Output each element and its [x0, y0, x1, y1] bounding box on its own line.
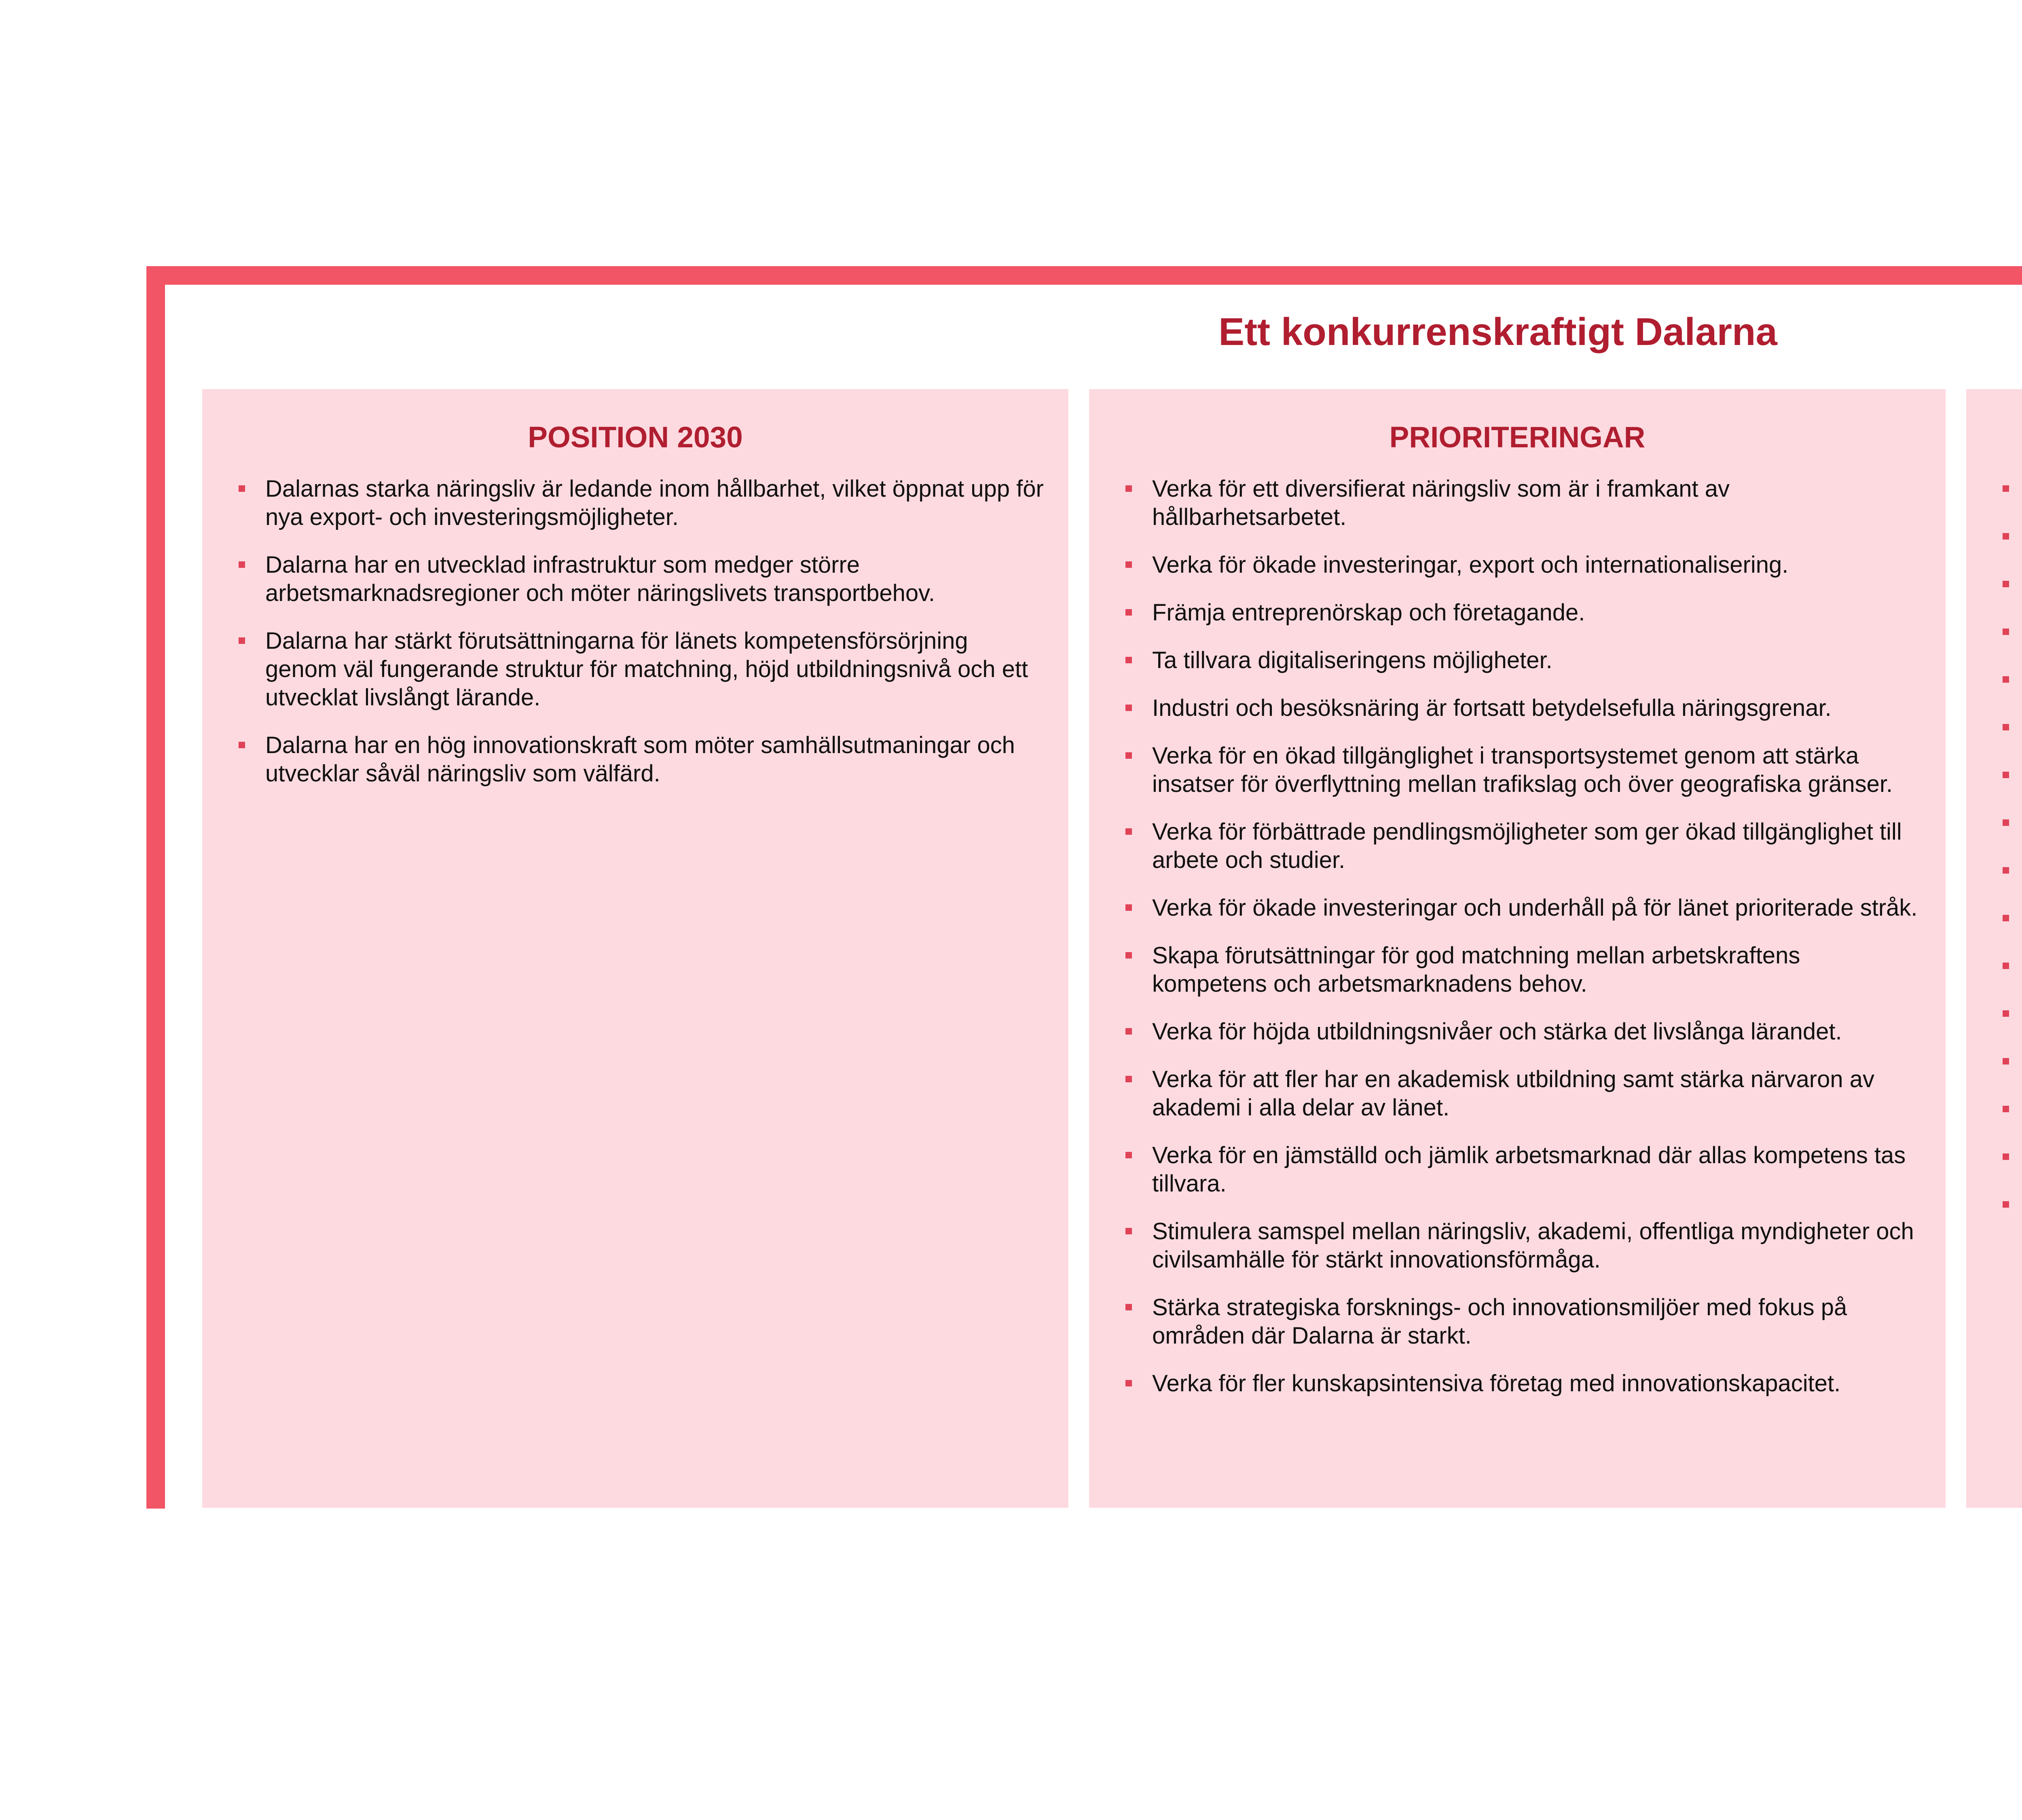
list-item: [1125, 551, 1921, 579]
list-item: [1125, 1217, 1921, 1274]
list-item: [2003, 713, 2022, 742]
list-item: [2003, 666, 2022, 694]
square-bullet-icon: [1125, 657, 1132, 663]
square-bullet-icon: [2003, 963, 2009, 969]
list-item-text: Verka för en ökad tillgänglighet i transportsystemet genom att stärka insatser för överflyttning mellan trafikslag och över geografiska gränser.: [1152, 743, 1893, 797]
square-bullet-icon: [1125, 1076, 1132, 1082]
list-item-text: Verka för ett diversifierat näringsliv som är i framkant av hållbarhetsarbetet.: [1152, 476, 1730, 530]
list-item-text: Ta tillvara digitaliseringens möjligheter.: [1152, 647, 1552, 673]
list-item: [2003, 809, 2022, 837]
list-item: [2003, 952, 2022, 980]
square-bullet-icon: [239, 637, 245, 644]
list-item: [2003, 904, 2022, 933]
list-item: [239, 551, 1044, 607]
list-item: [1125, 1065, 1921, 1122]
list-item-text: Främja entreprenörskap och företagande.: [1152, 599, 1585, 626]
list-item-text: Stimulera samspel mellan näringsliv, akademi, offentliga myndigheter och civilsamhälle för stärkt innovationsförmåga.: [1152, 1218, 1914, 1273]
square-bullet-icon: [1125, 952, 1132, 959]
square-bullet-icon: [2003, 533, 2009, 540]
list-item: [2003, 618, 2022, 646]
list-item-text: Verka för ökade investeringar, export och internationalisering.: [1152, 552, 1789, 578]
list-item: [1125, 1369, 1921, 1398]
list-item-text: Dalarna har en hög innovationskraft som möter samhällsutmaningar och utvecklar såväl näringsliv som välfärd.: [265, 732, 1015, 787]
item-list: [2003, 475, 2022, 1238]
square-bullet-icon: [1125, 1228, 1132, 1234]
list-item-text: Verka för fler kunskapsintensiva företag med innovationskapacitet.: [1152, 1370, 1841, 1397]
list-item-text: Verka för att fler har en akademisk utbildning samt stärka närvaron av akademi i alla delar av länet.: [1152, 1066, 1874, 1121]
list-item: [2003, 1095, 2022, 1124]
panel-heading: POSITION 2030: [528, 421, 743, 454]
square-bullet-icon: [1125, 705, 1132, 711]
square-bullet-icon: [2003, 1106, 2009, 1112]
panel-heading: [1966, 421, 2022, 454]
square-bullet-icon: [2003, 915, 2009, 921]
list-item-text: Dalarna har stärkt förutsättningarna för länets kompetensförsörjning genom väl fungerande struktur för matchning, höjd utbildningsnivå och ett utvecklat livslångt lärande.: [265, 628, 1028, 711]
list-item: [239, 627, 1044, 712]
panel-indikatorer: [1966, 389, 2022, 1508]
list-item-text: Skapa förutsättningar för god matchning mellan arbetskraftens kompetens och arbetsmarknadens behov.: [1152, 942, 1800, 997]
square-bullet-icon: [1125, 752, 1132, 759]
item-list: [1125, 475, 1921, 1417]
square-bullet-icon: [2003, 485, 2009, 492]
square-bullet-icon: [2003, 724, 2009, 730]
list-item-text: Verka för en jämställd och jämlik arbetsmarknad där allas kompetens tas tillvara.: [1152, 1142, 1906, 1197]
square-bullet-icon: [2003, 1153, 2009, 1160]
panel-prioriteringar: [1089, 389, 1946, 1508]
square-bullet-icon: [1125, 1152, 1132, 1158]
list-item-text: Verka för förbättrade pendlingsmöjligheter som ger ökad tillgänglighet till arbete och studier.: [1152, 819, 1902, 873]
square-bullet-icon: [2003, 676, 2009, 683]
square-bullet-icon: [1125, 1304, 1132, 1310]
list-item: [239, 731, 1044, 788]
list-item-text: Verka för höjda utbildningsnivåer och stärka det livslånga lärandet.: [1152, 1018, 1842, 1045]
list-item: [2003, 761, 2022, 789]
list-item-text: Verka för ökade investeringar och underhåll på för länet prioriterade stråk.: [1152, 895, 1918, 921]
list-item: [1125, 1141, 1921, 1198]
square-bullet-icon: [2003, 1201, 2009, 1208]
list-item: [1125, 894, 1921, 922]
list-item: [2003, 1143, 2022, 1171]
list-item: [1125, 818, 1921, 874]
square-bullet-icon: [1125, 561, 1132, 568]
square-bullet-icon: [239, 561, 245, 568]
list-item: [1125, 942, 1921, 998]
accent-frame-top: [146, 266, 2022, 285]
square-bullet-icon: [239, 742, 245, 748]
list-item: [2003, 1191, 2022, 1219]
square-bullet-icon: [2003, 867, 2009, 874]
square-bullet-icon: [2003, 1058, 2009, 1064]
accent-frame-left: [146, 266, 165, 1509]
item-list: [239, 475, 1044, 807]
list-item-text: Dalarnas starka näringsliv är ledande inom hållbarhet, vilket öppnat upp för nya export- och investeringsmöjligheter.: [265, 476, 1044, 530]
list-item: [2003, 570, 2022, 599]
list-item: [2003, 1048, 2022, 1076]
list-item: [2003, 1000, 2022, 1028]
square-bullet-icon: [1125, 828, 1132, 835]
list-item: [2003, 475, 2022, 503]
list-item-text: Industri och besöksnäring är fortsatt betydelsefulla näringsgrenar.: [1152, 695, 1832, 721]
list-item: [239, 475, 1044, 531]
panel-heading: PRIORITERINGAR: [1389, 421, 1646, 454]
square-bullet-icon: [1125, 609, 1132, 616]
square-bullet-icon: [239, 485, 245, 492]
square-bullet-icon: [2003, 819, 2009, 826]
square-bullet-icon: [2003, 629, 2009, 635]
list-item-text: Dalarna har en utvecklad infrastruktur som medger större arbetsmarknadsregioner och möter näringslivets transportbehov.: [265, 552, 935, 606]
page-title: Ett konkurrenskraftigt Dalarna: [1218, 310, 1777, 353]
square-bullet-icon: [1125, 1380, 1132, 1386]
square-bullet-icon: [2003, 581, 2009, 587]
square-bullet-icon: [1125, 485, 1132, 492]
list-item: [1125, 742, 1921, 798]
list-item: [1125, 1018, 1921, 1046]
square-bullet-icon: [1125, 1028, 1132, 1035]
square-bullet-icon: [2003, 1010, 2009, 1017]
list-item: [2003, 857, 2022, 885]
list-item: [1125, 1293, 1921, 1350]
square-bullet-icon: [1125, 904, 1132, 911]
list-item: [1125, 694, 1921, 722]
list-item-text: Stärka strategiska forsknings- och innovationsmiljöer med fokus på områden där Dalarna är starkt.: [1152, 1294, 1847, 1349]
list-item: [1125, 646, 1921, 675]
list-item: [1125, 599, 1921, 627]
panel-position-2030: [202, 389, 1068, 1508]
list-item: [2003, 523, 2022, 551]
list-item: [1125, 475, 1921, 531]
square-bullet-icon: [2003, 772, 2009, 778]
